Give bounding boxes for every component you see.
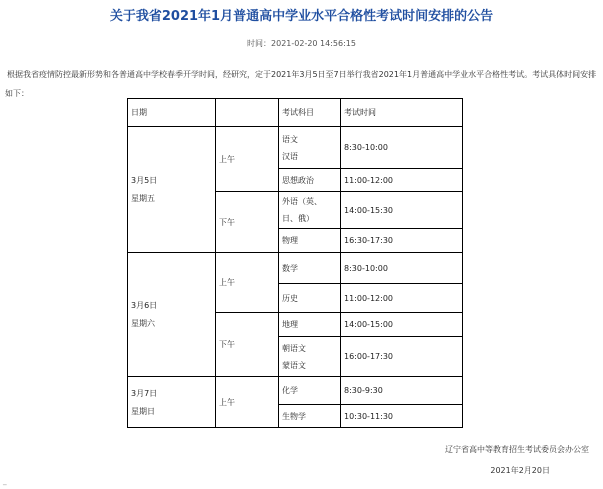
time-cell: 8:30-10:00: [341, 253, 463, 284]
time-cell: 11:00-12:00: [341, 169, 463, 192]
schedule-table: [127, 98, 463, 428]
day-cell: [128, 127, 216, 253]
session-cell: 上午: [216, 253, 279, 313]
time-cell: 14:00-15:00: [341, 313, 463, 337]
subject-cell: 朝语文 蒙语文: [279, 337, 341, 377]
header-subject: 考试科目: [279, 99, 341, 127]
day-cell: [128, 253, 216, 377]
session-cell: 上午: [216, 127, 279, 192]
intro-paragraph: 根据我省疫情防控最新形势和各普通高中学校春季开学时间，经研究，定于2021年3月5日至7日举行我省2021年1月普通高中学业水平合格性考试。考试具体时间安排如下：: [5, 70, 597, 98]
table-row: [128, 377, 463, 405]
time-cell: 14:00-15:30: [341, 192, 463, 229]
time-cell: 8:30-10:00: [341, 127, 463, 169]
subject-cell: 地理: [279, 313, 341, 337]
header-session: [216, 99, 279, 127]
notice-title: 关于我省2021年1月普通高中学业水平合格性考试时间安排的公告: [109, 9, 494, 24]
time-cell: 8:30-9:30: [341, 377, 463, 405]
day-date: 3月5日: [131, 176, 158, 185]
publish-time: 时间：2021-02-20 14:56:15: [247, 39, 356, 48]
subject-cell: 化学: [279, 377, 341, 405]
subject-cell: 思想政治: [279, 169, 341, 192]
day-weekday: 星期六: [131, 319, 155, 328]
table-row: [128, 253, 463, 284]
subject-cell: 历史: [279, 284, 341, 313]
session-cell: 下午: [216, 313, 279, 377]
time-cell: 16:30-17:30: [341, 229, 463, 253]
day-cell: [128, 377, 216, 428]
table-row: [128, 127, 463, 169]
page-edge-mark: ─: [3, 482, 7, 489]
subject-cell: 生物学: [279, 405, 341, 428]
time-cell: 10:30-11:30: [341, 405, 463, 428]
day-weekday: 星期日: [131, 406, 155, 416]
day-weekday: 星期五: [131, 194, 155, 203]
time-cell: 11:00-12:00: [341, 284, 463, 313]
day-date: 3月7日: [131, 388, 158, 398]
subject-cell: 数学: [279, 253, 341, 284]
subject-cell: 外语（英、日、俄）: [279, 192, 341, 229]
table-header-row: [128, 99, 463, 127]
day-date: 3月6日: [131, 301, 158, 310]
session-cell: 下午: [216, 192, 279, 253]
subject-cell: 物理: [279, 229, 341, 253]
time-cell: 16:00-17:30: [341, 337, 463, 377]
header-time: 考试时间: [341, 99, 463, 127]
subject-cell: 语文 汉语: [279, 127, 341, 169]
session-cell: 上午: [216, 377, 279, 428]
signature: 辽宁省高中等教育招生考试委员会办公室: [445, 445, 589, 454]
header-date: 日期: [128, 99, 216, 127]
sign-date: 2021年2月20日: [490, 466, 550, 475]
